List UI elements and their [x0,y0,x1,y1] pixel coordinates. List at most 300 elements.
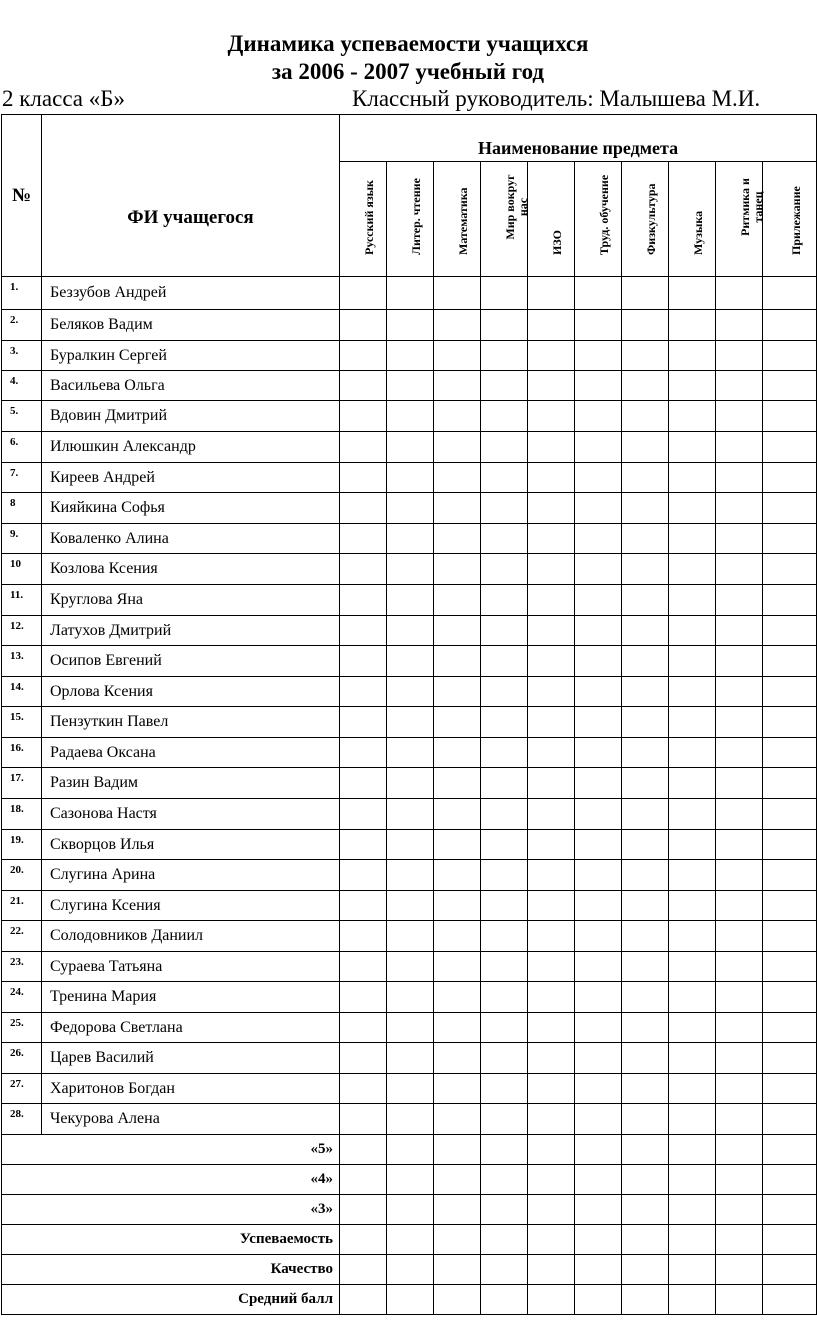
grade-cell[interactable] [434,677,481,707]
grade-cell[interactable] [669,982,716,1013]
grade-cell[interactable] [763,371,817,401]
summary-cell[interactable] [575,1135,622,1165]
summary-cell[interactable] [434,1195,481,1225]
grade-cell[interactable] [387,1013,434,1043]
grade-cell[interactable] [669,554,716,585]
summary-cell[interactable] [622,1135,669,1165]
summary-cell[interactable] [622,1225,669,1255]
grade-cell[interactable] [575,585,622,616]
grade-cell[interactable] [481,982,528,1013]
grade-cell[interactable] [387,1074,434,1104]
summary-cell[interactable] [434,1285,481,1315]
summary-cell[interactable] [669,1135,716,1165]
grade-cell[interactable] [622,921,669,952]
grade-cell[interactable] [387,891,434,921]
grade-cell[interactable] [434,830,481,860]
grade-cell[interactable] [763,830,817,860]
summary-cell[interactable] [622,1255,669,1285]
grade-cell[interactable] [528,341,575,371]
grade-cell[interactable] [716,432,763,463]
grade-cell[interactable] [716,738,763,768]
grade-cell[interactable] [387,952,434,982]
grade-cell[interactable] [434,585,481,616]
grade-cell[interactable] [763,616,817,646]
grade-cell[interactable] [340,463,387,493]
grade-cell[interactable] [528,891,575,921]
grade-cell[interactable] [669,860,716,891]
grade-cell[interactable] [387,921,434,952]
grade-cell[interactable] [669,1074,716,1104]
grade-cell[interactable] [340,371,387,401]
grade-cell[interactable] [481,738,528,768]
grade-cell[interactable] [716,463,763,493]
grade-cell[interactable] [340,585,387,616]
grade-cell[interactable] [434,891,481,921]
grade-cell[interactable] [387,677,434,707]
grade-cell[interactable] [763,1074,817,1104]
summary-cell[interactable] [528,1135,575,1165]
grade-cell[interactable] [763,310,817,341]
grade-cell[interactable] [434,860,481,891]
grade-cell[interactable] [528,371,575,401]
grade-cell[interactable] [669,493,716,524]
grade-cell[interactable] [434,1013,481,1043]
grade-cell[interactable] [340,707,387,738]
summary-cell[interactable] [387,1255,434,1285]
grade-cell[interactable] [669,463,716,493]
grade-cell[interactable] [481,677,528,707]
grade-cell[interactable] [575,277,622,310]
summary-cell[interactable] [340,1255,387,1285]
grade-cell[interactable] [622,554,669,585]
grade-cell[interactable] [481,524,528,554]
grade-cell[interactable] [481,432,528,463]
grade-cell[interactable] [528,799,575,830]
grade-cell[interactable] [716,799,763,830]
grade-cell[interactable] [340,921,387,952]
grade-cell[interactable] [434,493,481,524]
grade-cell[interactable] [669,738,716,768]
grade-cell[interactable] [622,616,669,646]
grade-cell[interactable] [387,341,434,371]
summary-cell[interactable] [481,1135,528,1165]
summary-cell[interactable] [387,1135,434,1165]
grade-cell[interactable] [716,310,763,341]
grade-cell[interactable] [340,341,387,371]
grade-cell[interactable] [434,921,481,952]
grade-cell[interactable] [340,1074,387,1104]
summary-cell[interactable] [622,1195,669,1225]
grade-cell[interactable] [481,277,528,310]
grade-cell[interactable] [763,524,817,554]
grade-cell[interactable] [669,1104,716,1135]
grade-cell[interactable] [387,401,434,432]
grade-cell[interactable] [340,432,387,463]
grade-cell[interactable] [340,952,387,982]
grade-cell[interactable] [622,401,669,432]
grade-cell[interactable] [575,554,622,585]
grade-cell[interactable] [575,738,622,768]
summary-cell[interactable] [340,1165,387,1195]
grade-cell[interactable] [622,277,669,310]
summary-cell[interactable] [528,1165,575,1195]
grade-cell[interactable] [716,921,763,952]
grade-cell[interactable] [575,1074,622,1104]
grade-cell[interactable] [434,371,481,401]
grade-cell[interactable] [622,677,669,707]
summary-cell[interactable] [528,1195,575,1225]
grade-cell[interactable] [481,768,528,799]
grade-cell[interactable] [575,341,622,371]
summary-cell[interactable] [575,1195,622,1225]
grade-cell[interactable] [622,860,669,891]
grade-cell[interactable] [481,341,528,371]
grade-cell[interactable] [622,799,669,830]
grade-cell[interactable] [481,1043,528,1074]
summary-cell[interactable] [387,1165,434,1195]
grade-cell[interactable] [387,371,434,401]
summary-cell[interactable] [669,1195,716,1225]
grade-cell[interactable] [387,768,434,799]
summary-cell[interactable] [716,1255,763,1285]
grade-cell[interactable] [575,677,622,707]
summary-cell[interactable] [340,1135,387,1165]
grade-cell[interactable] [669,371,716,401]
grade-cell[interactable] [575,921,622,952]
grade-cell[interactable] [340,277,387,310]
grade-cell[interactable] [622,341,669,371]
grade-cell[interactable] [575,493,622,524]
grade-cell[interactable] [763,677,817,707]
grade-cell[interactable] [528,585,575,616]
grade-cell[interactable] [716,891,763,921]
grade-cell[interactable] [763,891,817,921]
summary-cell[interactable] [481,1225,528,1255]
grade-cell[interactable] [434,463,481,493]
grade-cell[interactable] [387,616,434,646]
grade-cell[interactable] [716,524,763,554]
grade-cell[interactable] [434,277,481,310]
grade-cell[interactable] [575,310,622,341]
summary-cell[interactable] [622,1285,669,1315]
grade-cell[interactable] [481,493,528,524]
grade-cell[interactable] [716,277,763,310]
grade-cell[interactable] [481,799,528,830]
summary-cell[interactable] [481,1255,528,1285]
grade-cell[interactable] [575,982,622,1013]
grade-cell[interactable] [669,646,716,677]
grade-cell[interactable] [622,524,669,554]
grade-cell[interactable] [763,799,817,830]
grade-cell[interactable] [669,585,716,616]
grade-cell[interactable] [434,952,481,982]
grade-cell[interactable] [481,707,528,738]
summary-cell[interactable] [763,1255,817,1285]
grade-cell[interactable] [528,921,575,952]
grade-cell[interactable] [387,277,434,310]
grade-cell[interactable] [434,432,481,463]
grade-cell[interactable] [622,738,669,768]
grade-cell[interactable] [387,432,434,463]
grade-cell[interactable] [528,616,575,646]
grade-cell[interactable] [481,371,528,401]
summary-cell[interactable] [481,1285,528,1315]
grade-cell[interactable] [340,524,387,554]
grade-cell[interactable] [763,585,817,616]
grade-cell[interactable] [434,1074,481,1104]
grade-cell[interactable] [575,768,622,799]
grade-cell[interactable] [387,799,434,830]
grade-cell[interactable] [716,1104,763,1135]
summary-cell[interactable] [340,1195,387,1225]
grade-cell[interactable] [716,1074,763,1104]
grade-cell[interactable] [575,432,622,463]
grade-cell[interactable] [622,982,669,1013]
grade-cell[interactable] [528,677,575,707]
grade-cell[interactable] [575,616,622,646]
grade-cell[interactable] [340,493,387,524]
grade-cell[interactable] [669,432,716,463]
grade-cell[interactable] [763,1043,817,1074]
grade-cell[interactable] [434,401,481,432]
summary-cell[interactable] [716,1225,763,1255]
summary-cell[interactable] [528,1285,575,1315]
grade-cell[interactable] [387,1104,434,1135]
grade-cell[interactable] [481,554,528,585]
grade-cell[interactable] [669,921,716,952]
grade-cell[interactable] [340,891,387,921]
grade-cell[interactable] [434,982,481,1013]
grade-cell[interactable] [340,738,387,768]
grade-cell[interactable] [340,677,387,707]
grade-cell[interactable] [716,341,763,371]
grade-cell[interactable] [669,1043,716,1074]
grade-cell[interactable] [528,463,575,493]
grade-cell[interactable] [669,401,716,432]
grade-cell[interactable] [669,310,716,341]
summary-cell[interactable] [575,1285,622,1315]
grade-cell[interactable] [340,1043,387,1074]
grade-cell[interactable] [575,401,622,432]
grade-cell[interactable] [528,952,575,982]
grade-cell[interactable] [575,952,622,982]
grade-cell[interactable] [669,891,716,921]
grade-cell[interactable] [716,493,763,524]
grade-cell[interactable] [481,891,528,921]
grade-cell[interactable] [575,646,622,677]
grade-cell[interactable] [340,401,387,432]
grade-cell[interactable] [481,1074,528,1104]
grade-cell[interactable] [622,310,669,341]
grade-cell[interactable] [763,432,817,463]
grade-cell[interactable] [669,524,716,554]
grade-cell[interactable] [387,860,434,891]
summary-cell[interactable] [434,1255,481,1285]
grade-cell[interactable] [481,585,528,616]
grade-cell[interactable] [716,768,763,799]
summary-cell[interactable] [669,1225,716,1255]
grade-cell[interactable] [340,830,387,860]
grade-cell[interactable] [528,1104,575,1135]
grade-cell[interactable] [716,371,763,401]
grade-cell[interactable] [340,1013,387,1043]
grade-cell[interactable] [716,830,763,860]
grade-cell[interactable] [528,1043,575,1074]
grade-cell[interactable] [622,371,669,401]
summary-cell[interactable] [763,1165,817,1195]
summary-cell[interactable] [716,1165,763,1195]
summary-cell[interactable] [575,1255,622,1285]
grade-cell[interactable] [528,768,575,799]
grade-cell[interactable] [575,707,622,738]
summary-cell[interactable] [716,1135,763,1165]
summary-cell[interactable] [481,1195,528,1225]
grade-cell[interactable] [622,707,669,738]
grade-cell[interactable] [716,1013,763,1043]
grade-cell[interactable] [528,1074,575,1104]
summary-cell[interactable] [669,1285,716,1315]
grade-cell[interactable] [575,1104,622,1135]
grade-cell[interactable] [622,493,669,524]
grade-cell[interactable] [387,310,434,341]
summary-cell[interactable] [340,1225,387,1255]
grade-cell[interactable] [763,768,817,799]
grade-cell[interactable] [575,524,622,554]
grade-cell[interactable] [575,860,622,891]
grade-cell[interactable] [716,677,763,707]
grade-cell[interactable] [716,585,763,616]
summary-cell[interactable] [669,1165,716,1195]
grade-cell[interactable] [669,799,716,830]
summary-cell[interactable] [622,1165,669,1195]
grade-cell[interactable] [763,463,817,493]
grade-cell[interactable] [622,952,669,982]
grade-cell[interactable] [622,1074,669,1104]
grade-cell[interactable] [622,432,669,463]
grade-cell[interactable] [763,341,817,371]
grade-cell[interactable] [716,952,763,982]
grade-cell[interactable] [575,463,622,493]
grade-cell[interactable] [481,616,528,646]
grade-cell[interactable] [669,341,716,371]
grade-cell[interactable] [387,554,434,585]
grade-cell[interactable] [763,1013,817,1043]
summary-cell[interactable] [575,1165,622,1195]
grade-cell[interactable] [387,493,434,524]
grade-cell[interactable] [669,677,716,707]
summary-cell[interactable] [387,1225,434,1255]
grade-cell[interactable] [481,463,528,493]
grade-cell[interactable] [763,277,817,310]
summary-cell[interactable] [669,1255,716,1285]
grade-cell[interactable] [434,524,481,554]
grade-cell[interactable] [528,524,575,554]
summary-cell[interactable] [763,1285,817,1315]
grade-cell[interactable] [481,1104,528,1135]
grade-cell[interactable] [575,1043,622,1074]
grade-cell[interactable] [763,1104,817,1135]
grade-cell[interactable] [763,493,817,524]
grade-cell[interactable] [575,891,622,921]
grade-cell[interactable] [669,952,716,982]
grade-cell[interactable] [481,401,528,432]
grade-cell[interactable] [763,554,817,585]
summary-cell[interactable] [481,1165,528,1195]
summary-cell[interactable] [434,1135,481,1165]
summary-cell[interactable] [387,1195,434,1225]
grade-cell[interactable] [387,830,434,860]
grade-cell[interactable] [575,1013,622,1043]
grade-cell[interactable] [622,830,669,860]
summary-cell[interactable] [340,1285,387,1315]
grade-cell[interactable] [716,616,763,646]
grade-cell[interactable] [716,860,763,891]
summary-cell[interactable] [763,1195,817,1225]
summary-cell[interactable] [716,1195,763,1225]
grade-cell[interactable] [481,921,528,952]
grade-cell[interactable] [622,891,669,921]
grade-cell[interactable] [575,830,622,860]
grade-cell[interactable] [716,1043,763,1074]
grade-cell[interactable] [716,707,763,738]
grade-cell[interactable] [528,432,575,463]
grade-cell[interactable] [575,799,622,830]
grade-cell[interactable] [434,707,481,738]
grade-cell[interactable] [434,1104,481,1135]
grade-cell[interactable] [387,585,434,616]
grade-cell[interactable] [528,738,575,768]
grade-cell[interactable] [528,401,575,432]
grade-cell[interactable] [434,646,481,677]
grade-cell[interactable] [763,921,817,952]
grade-cell[interactable] [763,860,817,891]
summary-cell[interactable] [434,1225,481,1255]
grade-cell[interactable] [528,493,575,524]
grade-cell[interactable] [716,982,763,1013]
grade-cell[interactable] [481,1013,528,1043]
summary-cell[interactable] [528,1255,575,1285]
grade-cell[interactable] [434,310,481,341]
grade-cell[interactable] [434,341,481,371]
summary-cell[interactable] [763,1225,817,1255]
grade-cell[interactable] [434,799,481,830]
grade-cell[interactable] [528,310,575,341]
summary-cell[interactable] [763,1135,817,1165]
grade-cell[interactable] [387,524,434,554]
grade-cell[interactable] [481,860,528,891]
summary-cell[interactable] [434,1165,481,1195]
grade-cell[interactable] [481,310,528,341]
grade-cell[interactable] [528,1013,575,1043]
grade-cell[interactable] [340,799,387,830]
grade-cell[interactable] [669,277,716,310]
grade-cell[interactable] [528,277,575,310]
grade-cell[interactable] [669,830,716,860]
grade-cell[interactable] [669,707,716,738]
grade-cell[interactable] [481,830,528,860]
grade-cell[interactable] [528,830,575,860]
grade-cell[interactable] [763,738,817,768]
grade-cell[interactable] [528,707,575,738]
grade-cell[interactable] [669,616,716,646]
grade-cell[interactable] [387,707,434,738]
grade-cell[interactable] [434,1043,481,1074]
grade-cell[interactable] [528,860,575,891]
grade-cell[interactable] [669,1013,716,1043]
summary-cell[interactable] [575,1225,622,1255]
grade-cell[interactable] [763,646,817,677]
grade-cell[interactable] [716,401,763,432]
